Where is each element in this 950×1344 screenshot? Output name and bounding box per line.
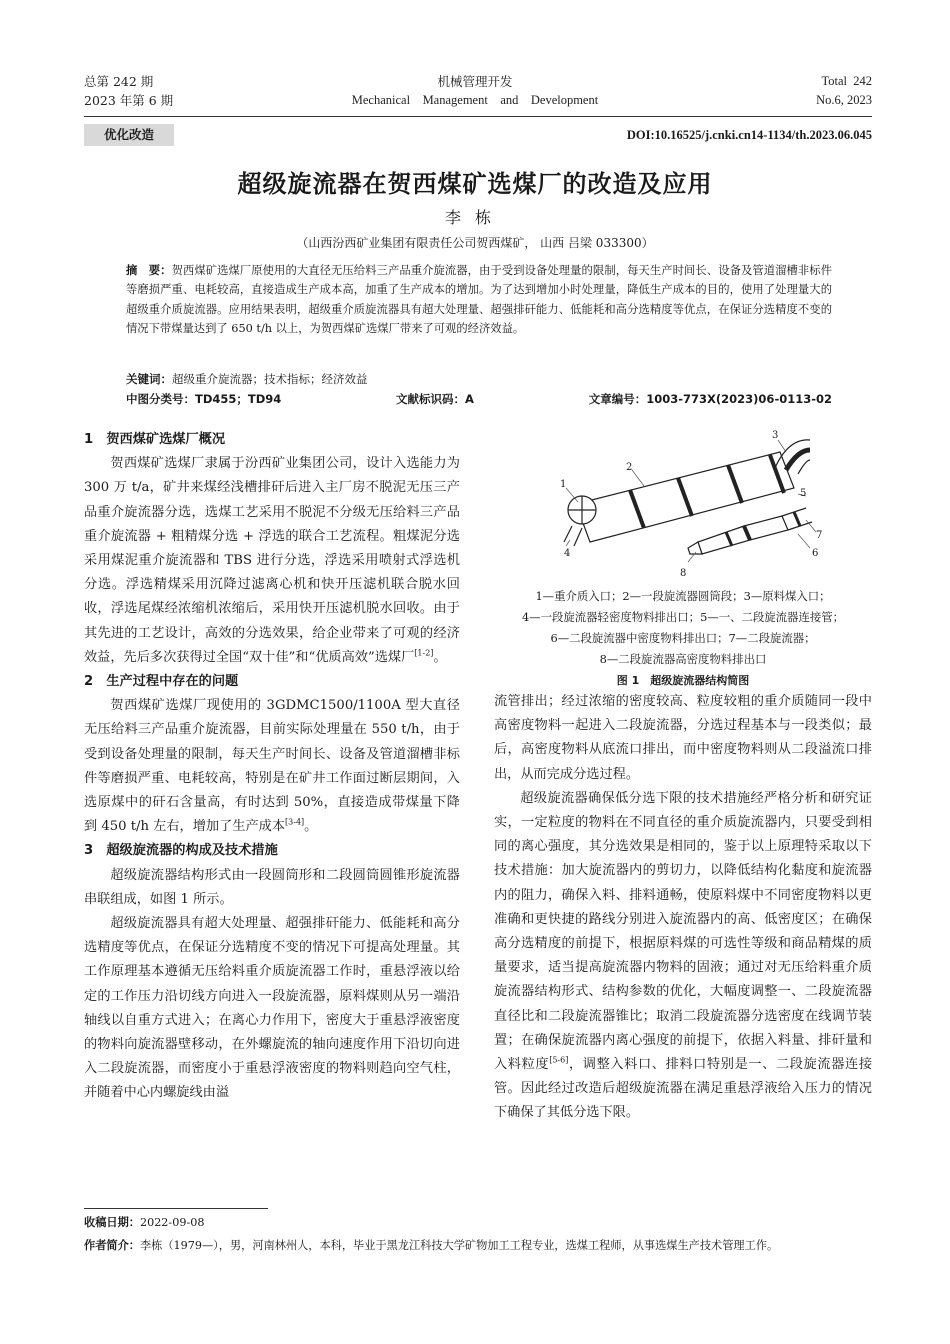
keywords	[126, 370, 368, 388]
section-3-paragraph-2: 超级旋流器具有超大处理量、超强排矸能力、低能耗和高分选精度等优点，在保证分选精度不变的情况下可提高处理量。其工作原理基本遵循无压给料重介质旋流器工作时，重悬浮液以给定的工作压力沿切线方向进入一段旋流器，原料煤则从另一端沿轴线以自重方式进入；在离心力作用下，密度大于重悬浮液密度的物料向旋流器壁移动，在外螺旋流的轴向速度作用下沿切向进入二段旋流器，而密度小于重悬浮液密度的物料则趋向空气柱，并随着中心内螺旋线由溢	[84, 916, 460, 1101]
received-date	[84, 1214, 204, 1232]
author-bio	[84, 1237, 884, 1255]
figure-title: 图 1 超级旋流器结构简图	[616, 674, 750, 687]
right-column	[494, 690, 872, 1126]
fig-label-4: 4	[564, 548, 571, 559]
article-number: 文章编号：1003-773X(2023)06-0113-02	[588, 392, 832, 406]
section-1-heading: 1 贺西煤矿选煤厂概况	[84, 432, 226, 447]
left-column	[84, 428, 460, 1106]
cyclone-diagram	[548, 430, 838, 582]
journal-name-cn: 机械管理开发	[437, 74, 513, 89]
fig-label-1: 1	[560, 479, 567, 490]
figure-legend-line-1: 1—重介质入口；2—一段旋流器圆筒段；3—原料煤入口；	[535, 589, 831, 603]
right-paragraph-2: 超级旋流器确保低分选下限的技术措施经严格分析和研究证实，一定粒度的物料在不同直径的重介质旋流器内，只要受到相同的离心强度，其分选效果是相同的，鉴于以上原理特采取以下技术措施：加大旋流器内的剪切力，以降低结构化黏度和旋流器内的阻力，确保入料、排料通畅，使原料煤中不同密度物料以更准确和更快捷的路线分别进入旋流器内的高、低密度区；在确保高分选精度的前提下，根据原料煤的可选性等级和商品精煤的质量要求，适当提高旋流器内物料的固液；通过对无压给料重介质旋流器结构形式、结构参数的优化，大幅度调整一、二段旋流器直径比和二段旋流器锥比；取消二段旋流器分选密度在线调节装置；在确保旋流器内离心强度的前提下，依据入料量、排矸量和入料粒度[5-6]，调整入料口、排料口特别是一、二段旋流器连接管。因此经过改造后超级旋流器在满足重悬浮液给入压力的情况下确保了其低分选下限。	[494, 790, 873, 1121]
fig-label-3: 3	[772, 430, 779, 441]
header-rule	[84, 116, 872, 117]
column-badge: 优化改造	[84, 124, 174, 146]
fig-label-7: 7	[816, 530, 823, 541]
section-2-paragraph: 贺西煤矿选煤厂现使用的 3GDMC1500/1100A 型大直径无压给料三产品重介旋流器，目前实际处理量在 550 t/h，由于受到设备处理量的限制，每天生产时间长、设备及管道溜槽非标件等磨损严重、电耗较高，特别是在矿井工作面过断层期间，入选原煤中的矸石含量高，有时达到 50%，直接造成带煤量下降到 450 t/h 左右，增加了生产成本[3-4]。	[84, 698, 460, 835]
section-3-paragraph-1: 超级旋流器结构形式由一段圆筒形和二段圆筒圆锥形旋流器串联组成，如图 1 所示。	[84, 867, 460, 907]
section-3-heading: 3 超级旋流器的构成及技术措施	[84, 843, 278, 859]
abstract-text: 贺西煤矿选煤厂原使用的大直径无压给料三产品重介旋流器，由于受到设备处理量的限制，每天生产时间长、设备及管道溜槽非标件等磨损严重、电耗较高，直接造成生产成本高，加重了生产成本的增加。为了达到增加小时处理量，降低生产成本的目的，使用了处理量大的超级重介质旋流器。应用结果表明，超级重介质旋流器具有超大处理量、超强排矸能力、低能耗和高分选精度等优点，在保证分选精度不变的情况下带煤量达到了 650 t/h 以上，为贺西煤矿选煤厂带来了可观的经济效益。	[126, 264, 832, 335]
figure-1-diagram	[548, 430, 838, 582]
bio-text: 李栋（1979—），男，河南林州人，本科，毕业于黑龙江科技大学矿物加工工程专业，选煤工程师，从事选煤生产技术管理工作。	[139, 1239, 779, 1252]
figure-legend-line-2: 4—一段旋流器轻密度物料排出口；5—一、二段旋流器连接管；	[521, 610, 845, 624]
reference-3-4[interactable]: [3-4]	[285, 817, 305, 827]
journal-name-en: Mechanical Management and Development	[351, 93, 599, 107]
right-paragraph-1: 流管排出；经过浓缩的密度较高、粒度较粗的重介质随同一段中高密度物料一起进入二段旋流器，分选过程基本与一段类似；最后，高密度物料从底流口排出，而中密度物料则从二段溢流口排出，从而完成分选过程。	[494, 694, 872, 782]
doi[interactable]: DOI:10.16525/j.cnki.cn14-1134/th.2023.06.045	[626, 128, 872, 142]
reference-5-6[interactable]: [5-6]	[549, 1055, 569, 1065]
keywords-label: 关键词：	[126, 372, 172, 386]
received-label: 收稿日期：	[84, 1216, 140, 1229]
figure-legend-line-3: 6—二段旋流器中密度物料排出口；7—二段旋流器；	[550, 631, 816, 645]
document-code: 文献标识码：A	[396, 392, 474, 406]
affiliation: （山西汾西矿业集团有限责任公司贺西煤矿， 山西 吕梁 033300）	[296, 236, 654, 250]
bio-label: 作者简介：	[84, 1239, 140, 1252]
issue-total-en: Total 242	[821, 74, 872, 88]
fig-label-5: 5	[800, 488, 807, 499]
classification-line	[126, 390, 832, 408]
abstract-label: 摘 要：	[126, 264, 172, 277]
issue-number-en: No.6, 2023	[816, 93, 872, 107]
clc-number: 中图分类号：TD455；TD94	[126, 392, 282, 406]
footnote-rule	[84, 1208, 268, 1209]
abstract	[126, 261, 832, 338]
section-2-heading: 2 生产过程中存在的问题	[84, 674, 239, 690]
received-value: 2022-09-08	[139, 1216, 205, 1229]
fig-label-8: 8	[680, 568, 687, 579]
section-1-paragraph: 贺西煤矿选煤厂隶属于汾西矿业集团公司，设计入选能力为 300 万 t/a，矿井来煤经浅槽排矸后进入主厂房不脱泥无压三产品重介旋流器分选，选煤工艺采用不脱泥不分级无压给料三产品重介旋流器 + 粗精煤分选 + 浮选的联合工艺流程。粗煤泥分选采用煤泥重介旋流器和 TBS 进行分选，浮选采用喷射式浮选机分选。浮选精煤采用沉降过滤离心机和快开压滤机联合脱水回收，浮选尾煤经浓缩机浓缩后，采用快开压滤机脱水回收。由于其先进的工艺设计，高效的分选效果，给企业带来了可观的经济效益，先后多次获得过全国“双十佳”和“优质高效”选煤厂[1-2]。	[84, 456, 460, 665]
author-name: 李栋	[444, 208, 505, 227]
keywords-text: 超级重介旋流器；技术指标；经济效益	[172, 372, 368, 386]
fig-label-2: 2	[626, 462, 633, 473]
fig-label-6: 6	[812, 548, 819, 559]
reference-1-2[interactable]: [1-2]	[414, 648, 434, 658]
paper-title: 超级旋流器在贺西煤矿选煤厂的改造及应用	[237, 170, 713, 198]
issue-year: 2023 年第 6 期	[84, 93, 174, 108]
issue-total: 总第 242 期	[84, 74, 154, 89]
figure-legend-line-4: 8—二段旋流器高密度物料排出口	[599, 652, 767, 666]
